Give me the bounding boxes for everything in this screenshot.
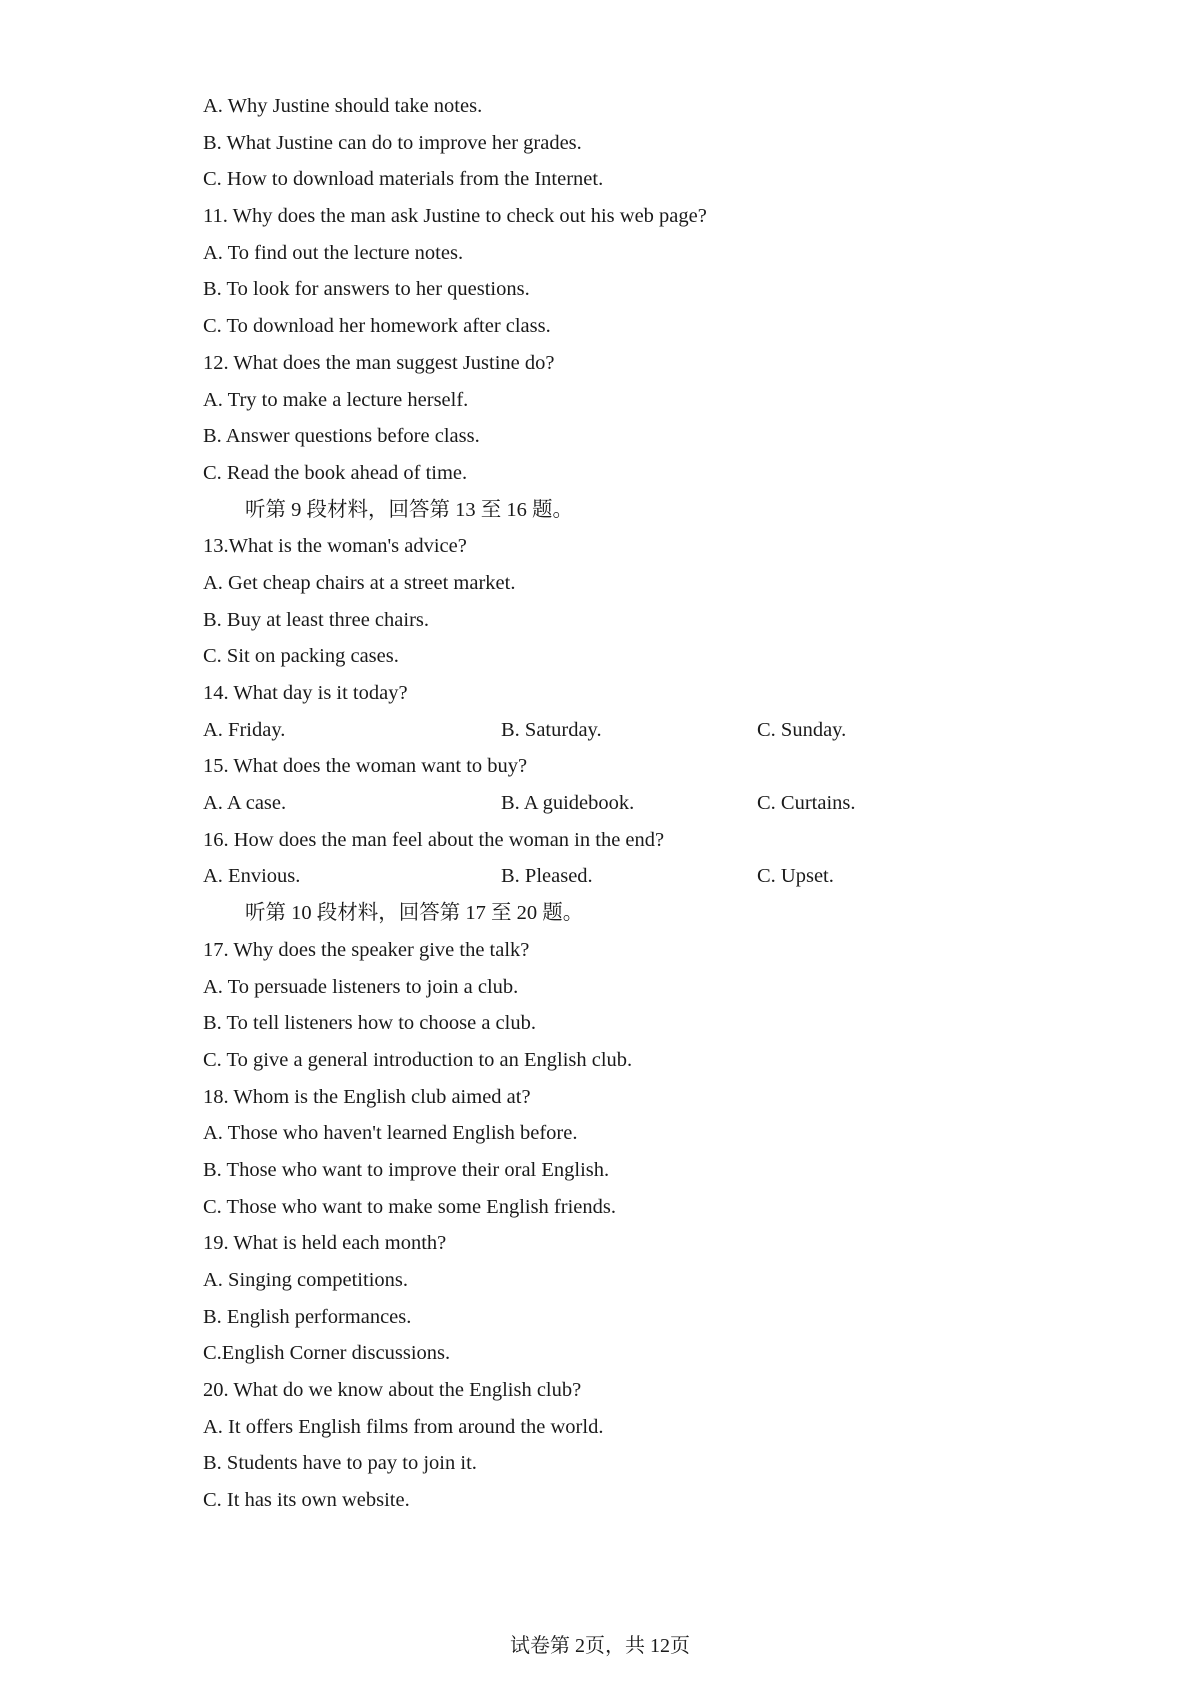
option-a: A. Friday.: [203, 718, 286, 741]
option-text: C.English Corner discussions.: [203, 1342, 451, 1365]
option-text: A. It offers English films from around the world.: [203, 1415, 604, 1438]
option-a: A. Envious.: [203, 865, 301, 888]
question-16: 16. How does the man feel about the woman in the end?: [203, 828, 665, 851]
option-text: A. Get cheap chairs at a street market.: [203, 571, 516, 594]
option-text: B. Students have to pay to join it.: [203, 1452, 477, 1475]
section-instruction-10: 听第 10 段材料，回答第 17 至 20 题。: [245, 902, 584, 925]
option-text: A. Why Justine should take notes.: [203, 95, 483, 117]
question-18: 18. Whom is the English club aimed at?: [203, 1085, 531, 1108]
option-text: B. What Justine can do to improve her grades.: [203, 131, 582, 154]
option-c: C. Sunday.: [757, 718, 847, 741]
option-text: C. Those who want to make some English friends.: [203, 1195, 616, 1218]
question-11: 11. Why does the man ask Justine to check out his web page?: [203, 205, 707, 228]
option-c: C. Upset.: [757, 865, 834, 888]
question-13: 13.What is the woman's advice?: [203, 535, 467, 558]
question-15: 15. What does the woman want to buy?: [203, 755, 528, 778]
question-17: 17. Why does the speaker give the talk?: [203, 938, 530, 961]
option-text: A. To find out the lecture notes.: [203, 241, 464, 264]
question-20: 20. What do we know about the English club?: [203, 1379, 582, 1402]
option-text: A. To persuade listeners to join a club.: [203, 975, 519, 998]
option-b: B. A guidebook.: [501, 792, 635, 815]
option-text: B. Answer questions before class.: [203, 425, 480, 448]
option-text: B. Buy at least three chairs.: [203, 608, 430, 631]
option-text: B. English performances.: [203, 1305, 412, 1328]
option-text: C. To give a general introduction to an English club.: [203, 1048, 633, 1071]
option-text: C. Sit on packing cases.: [203, 645, 399, 668]
option-text: B. To look for answers to her questions.: [203, 278, 530, 301]
page-footer: 试卷第 2页，共 12页: [510, 1635, 690, 1657]
options-row-16: [203, 858, 1063, 895]
option-text: C. Read the book ahead of time.: [203, 461, 468, 484]
section-instruction-9: 听第 9 段材料，回答第 13 至 16 题。: [245, 498, 573, 521]
option-text: C. To download her homework after class.: [203, 315, 551, 338]
option-text: B. To tell listeners how to choose a club.: [203, 1012, 536, 1035]
option-text: A. Singing competitions.: [203, 1269, 408, 1291]
option-text: A. Try to make a lecture herself.: [203, 388, 469, 411]
question-12: 12. What does the man suggest Justine do?: [203, 351, 555, 374]
option-text: C. It has its own website.: [203, 1489, 410, 1512]
options-row-15: [203, 785, 1063, 822]
option-text: A. Those who haven't learned English before.: [203, 1122, 578, 1145]
question-19: 19. What is held each month?: [203, 1232, 447, 1255]
option-b: B. Saturday.: [501, 718, 602, 741]
option-c: C. Curtains.: [757, 792, 856, 815]
option-text: C. How to download materials from the Internet.: [203, 168, 604, 191]
option-a: A. A case.: [203, 792, 287, 815]
options-row-14: [203, 712, 1063, 749]
question-content: [203, 88, 1063, 1519]
option-b: B. Pleased.: [501, 865, 593, 888]
option-text: B. Those who want to improve their oral English.: [203, 1158, 610, 1181]
question-14: 14. What day is it today?: [203, 682, 408, 704]
